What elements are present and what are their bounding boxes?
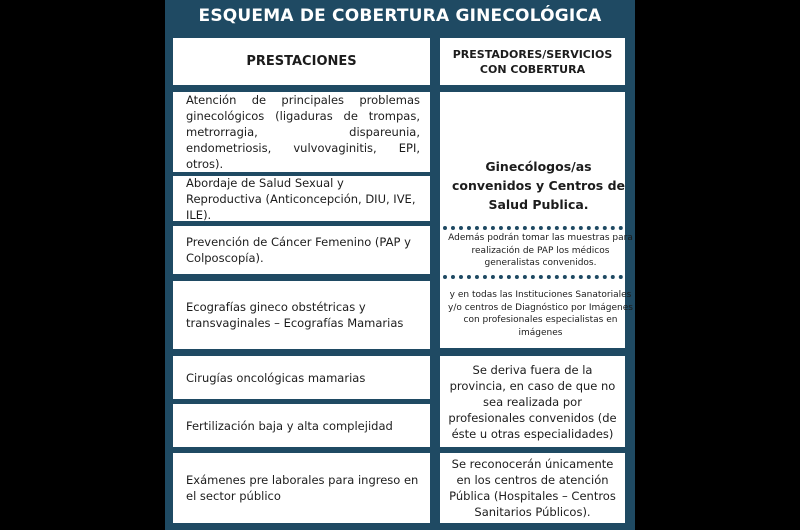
prestacion-text: Cirugías oncológicas mamarias [186, 370, 366, 385]
prestacion-cell [173, 226, 430, 274]
prestacion-cell [173, 453, 430, 523]
cobertura-ecografias [440, 282, 641, 346]
cobertura-derivacion [440, 356, 625, 447]
header-prestaciones [173, 38, 430, 85]
prestacion-text: Fertilización baja y alta complejidad [186, 418, 393, 433]
prestacion-text: Exámenes pre laborales para ingreso en el sector público [186, 473, 419, 503]
header-prestaciones-label: PRESTACIONES [246, 54, 357, 69]
dotted-divider [443, 226, 623, 230]
header-prestadores [440, 38, 625, 85]
prestacion-cell [173, 92, 430, 172]
header-prestadores-line1: PRESTADORES/SERVICIOS [452, 47, 613, 61]
cobertura-ginecologos [440, 155, 637, 215]
cobertura-pap-text: Además podrán tomar las muestras para realización de PAP los médicos generalistas convenidos. [448, 233, 633, 269]
prestacion-text: Prevención de Cáncer Femenino (PAP y Colposcopía). [186, 235, 411, 265]
cobertura-ginecologos-text: Ginecólogos/as convenidos y Centros de Salud Publica. [451, 158, 626, 212]
prestacion-text: Ecografías gineco obstétricas y transvaginales – Ecografías Mamarias [186, 300, 404, 330]
cobertura-pap [440, 232, 641, 270]
page-title: ESQUEMA DE COBERTURA GINECOLÓGICA [198, 6, 602, 26]
cobertura-publicos [440, 453, 625, 523]
prestacion-cell [173, 281, 430, 349]
prestacion-text: Atención de principales problemas ginecológicos (ligaduras de trompas, metrorragia, dispareunia, endometriosis, vulvovaginitis, EPI, otros). [186, 93, 420, 171]
cobertura-derivacion-text: Se deriva fuera de la provincia, en caso de que no sea realizada por profesionales convenidos (de éste u otras especialidades) [448, 362, 617, 441]
cobertura-ecografias-text: y en todas las Instituciones Sanatoriales y/o centros de Diagnóstico por Imágenes con profesionales especialistas en imágenes [448, 290, 633, 338]
prestacion-cell [173, 356, 430, 399]
prestacion-text: Abordaje de Salud Sexual y Reproductiva (Anticoncepción, DIU, IVE, ILE). [186, 175, 416, 222]
prestacion-cell [173, 176, 430, 221]
prestacion-cell [173, 404, 430, 447]
header-prestadores-line2: CON COBERTURA [479, 62, 586, 76]
dotted-divider [443, 275, 623, 279]
cobertura-publicos-text: Se reconocerán únicamente en los centros de atención Pública (Hospitales – Centros Sanitarios Públicos). [449, 457, 616, 519]
